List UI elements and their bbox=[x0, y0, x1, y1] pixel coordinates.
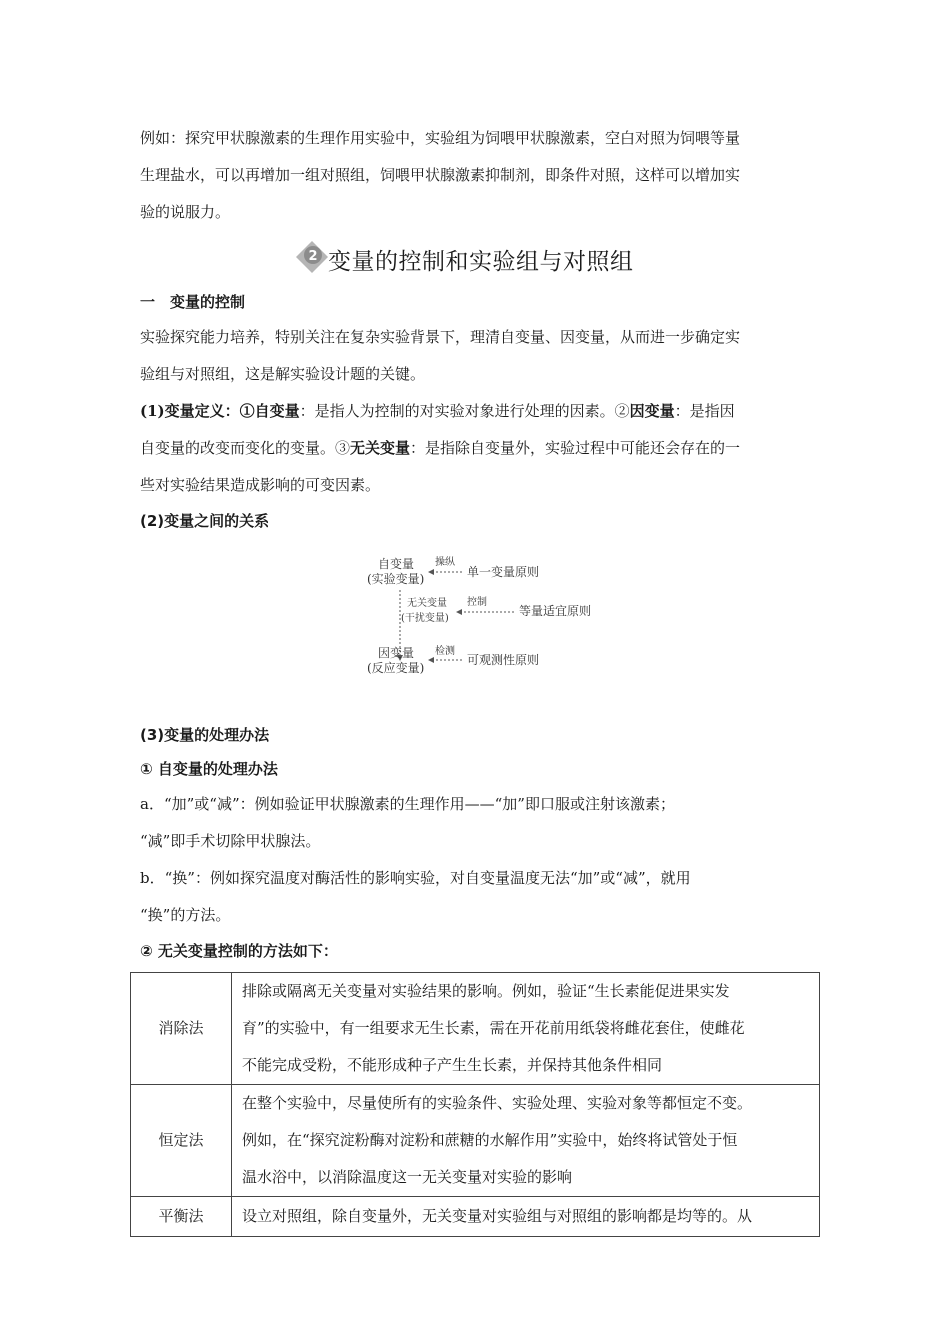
control-label: 控制 bbox=[467, 597, 487, 608]
intro-line-2: 生理盐水，可以再增加一组对照组，饲喂甲状腺激素抑制剂，即条件对照，这样可以增加实 bbox=[140, 166, 741, 184]
section-number-badge-icon bbox=[295, 240, 329, 274]
definition-text: ：是指人为控制的对实验对象进行处理的因素。② bbox=[299, 402, 630, 420]
method-name-cell: 恒定法 bbox=[131, 1085, 232, 1197]
table-row bbox=[131, 1197, 820, 1237]
definition-label: 因变量 bbox=[629, 402, 675, 420]
cell-line: 例如，在“探究淀粉酶对淀粉和蔗糖的水解作用”实验中，始终将试管处于恒 bbox=[242, 1131, 738, 1149]
paragraph-line: 验组与对照组，这是解实验设计题的关键。 bbox=[140, 365, 426, 383]
cell-line: 育”的实验中，有一组要求无生长素，需在开花前用纸袋将雌花套住，使雌花 bbox=[242, 1019, 745, 1037]
method-b-paragraph bbox=[140, 860, 820, 934]
table-row bbox=[131, 1085, 820, 1197]
cell-line: 排除或隔离无关变量对实验结果的影响。例如，验证“生长素能促进果实发 bbox=[242, 982, 730, 1000]
principle-label: 可观测性原则 bbox=[467, 653, 540, 667]
method-name-cell: 消除法 bbox=[131, 973, 232, 1085]
cell-line: 设立对照组，除自变量外，无关变量对实验组与对照组的影响都是均等的。从 bbox=[242, 1207, 753, 1225]
irrelevant-variable-label: 无关变量 bbox=[407, 598, 447, 609]
definition-label: 无关变量 bbox=[350, 439, 411, 457]
method-description-cell bbox=[232, 1085, 820, 1197]
paragraph-line: a．“加”或“减”：例如验证甲状腺激素的生理作用——“加”即口服或注射该激素； bbox=[140, 795, 675, 813]
document-page bbox=[140, 120, 820, 1237]
variable-relation-diagram bbox=[367, 550, 597, 700]
principle-label: 单一变量原则 bbox=[467, 565, 540, 579]
section-heading bbox=[140, 231, 820, 285]
method-description-cell bbox=[232, 973, 820, 1085]
cell-line: 不能完成受粉，不能形成种子产生生长素，并保持其他条件相同 bbox=[242, 1056, 663, 1074]
paragraph-line: 实验探究能力培养，特别关注在复杂实验背景下，理清自变量、因变量，从而进一步确定实 bbox=[140, 328, 741, 346]
independent-variable-label: 自变量 bbox=[378, 557, 415, 571]
irrelevant-variable-subtitle: (干扰变量) bbox=[401, 613, 449, 624]
definition-text: 些对实验结果造成影响的可变因素。 bbox=[140, 476, 381, 494]
independent-variable-subtitle: (实验变量) bbox=[367, 572, 425, 586]
cell-line: 在整个实验中，尽量使所有的实验条件、实验处理、实验对象等都恒定不变。 bbox=[242, 1094, 753, 1112]
paragraph-line: “减”即手术切除甲状腺法。 bbox=[140, 832, 321, 850]
method-a-paragraph bbox=[140, 786, 820, 860]
irrelevant-variable-methods-table bbox=[130, 972, 820, 1237]
detection-label: 检测 bbox=[435, 646, 455, 657]
definition-paragraph bbox=[140, 393, 820, 504]
definition-text: ：是指因 bbox=[674, 402, 735, 420]
irrelevant-method-title: ② 无关变量控制的方法如下： bbox=[140, 942, 338, 960]
dependent-variable-subtitle: (反应变量) bbox=[367, 661, 425, 675]
intro-line-1: 例如：探究甲状腺激素的生理作用实验中，实验组为饲喂甲状腺激素，空白对照为饲喂等量 bbox=[140, 129, 741, 147]
table-row bbox=[131, 973, 820, 1085]
svg-text:2: 2 bbox=[308, 249, 318, 264]
dependent-variable-label: 因变量 bbox=[378, 646, 415, 660]
method-name-cell: 平衡法 bbox=[131, 1197, 232, 1237]
cell-line: 温水浴中，以消除温度这一无关变量对实验的影响 bbox=[242, 1168, 573, 1186]
method-section-title: (3)变量的处理办法 bbox=[140, 726, 270, 744]
method-description-cell bbox=[232, 1197, 820, 1237]
intro-paragraph bbox=[140, 120, 820, 231]
paragraph-line: “换”的方法。 bbox=[140, 906, 231, 924]
subsection-title: 一 变量的控制 bbox=[140, 293, 246, 311]
principle-label: 等量适宜原则 bbox=[519, 604, 592, 618]
relation-title: (2)变量之间的关系 bbox=[140, 512, 270, 530]
definition-text: ：是指除自变量外，实验过程中可能还会存在的一 bbox=[410, 439, 741, 457]
definition-label: (1)变量定义：①自变量 bbox=[140, 402, 300, 420]
paragraph-line: b．“换”：例如探究温度对酶活性的影响实验，对自变量温度无法“加”或“减”，就用 bbox=[140, 869, 691, 887]
definition-text: 自变量的改变而变化的变量。③ bbox=[140, 439, 351, 457]
independent-method-title: ① 自变量的处理办法 bbox=[140, 760, 278, 778]
section-title: 变量的控制和实验组与对照组 bbox=[328, 249, 634, 275]
intro-line-3: 验的说服力。 bbox=[140, 203, 231, 221]
operation-label: 操纵 bbox=[435, 557, 455, 568]
intro-variables-paragraph bbox=[140, 319, 820, 393]
